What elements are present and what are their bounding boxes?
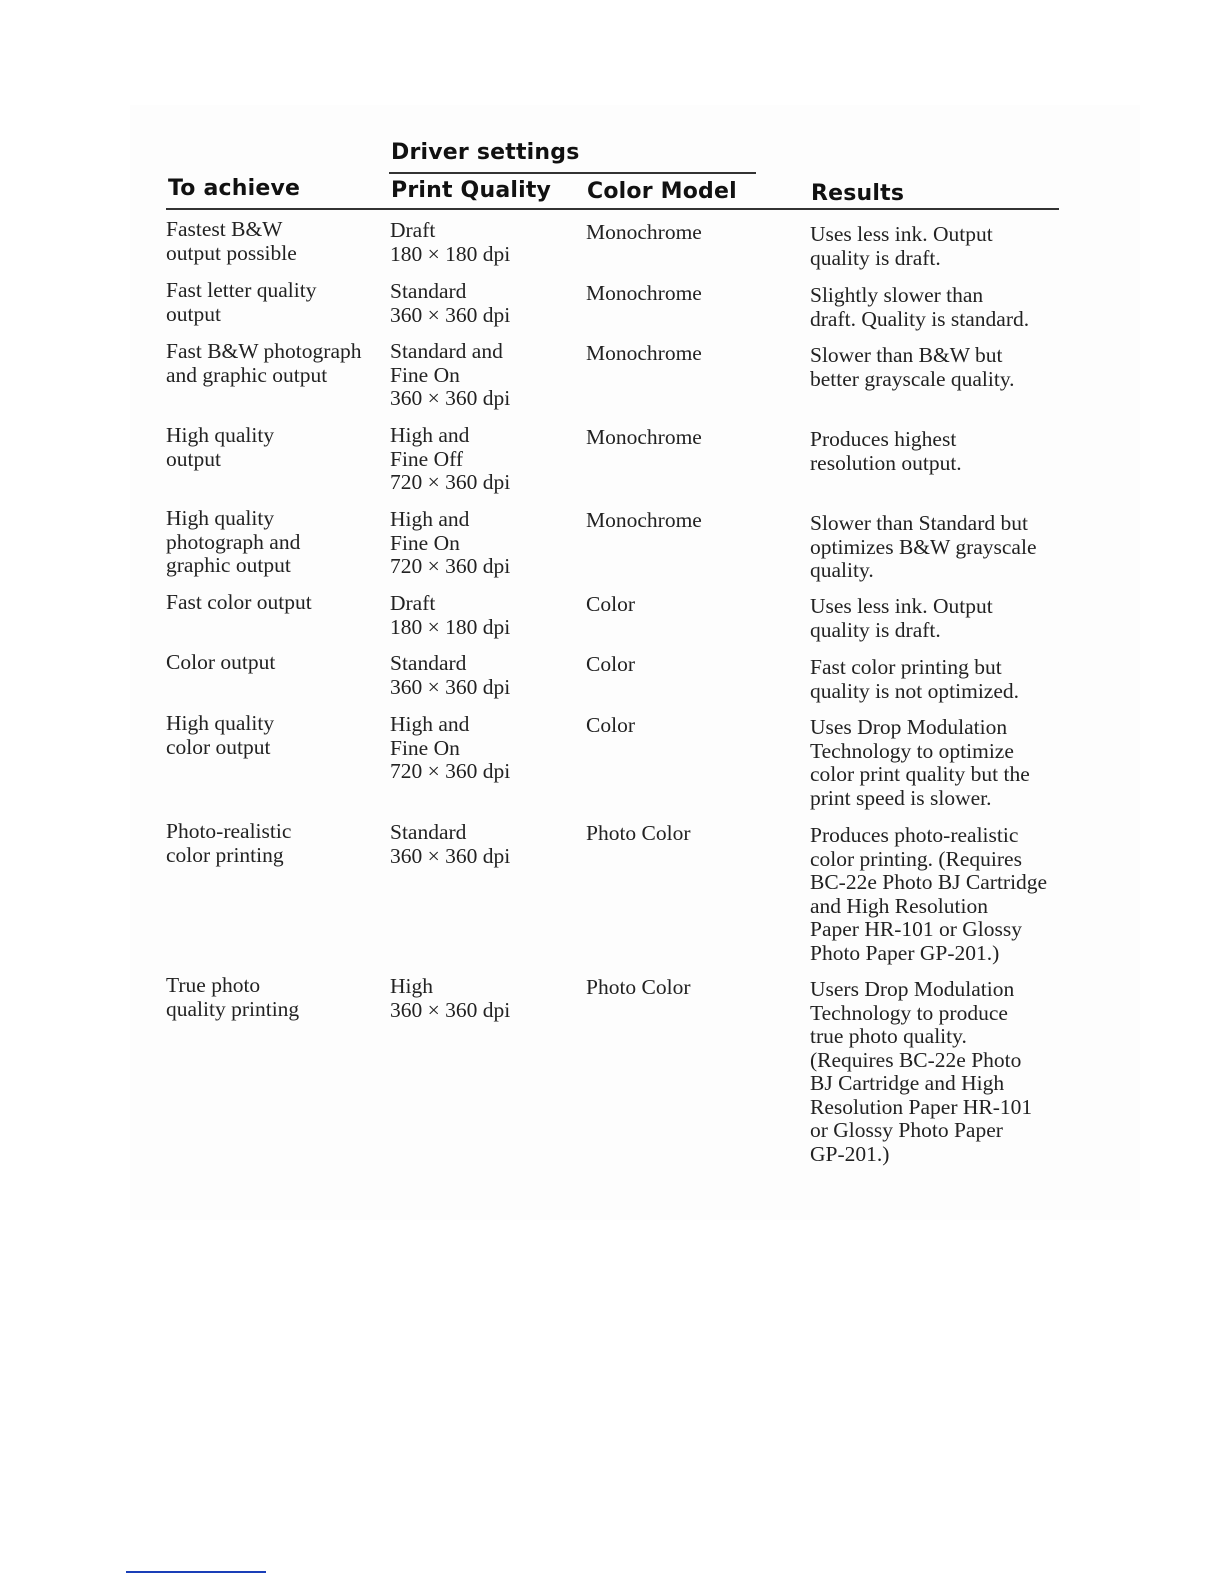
row-4-results: Produces highest resolution output. [810,427,962,475]
column-header-color-model: Color Model [587,179,737,204]
row-10-to-achieve: True photo quality printing [166,973,300,1021]
row-7-print-quality: Standard 360 × 360 dpi [390,651,511,699]
row-6-to-achieve: Fast color output [166,590,312,614]
row-10-results: Users Drop Modulation Technology to produce true photo quality. (Requires BC-22e Photo BJ Cartridge and High Resolution Paper HR-101 or Glossy Photo Paper GP-201.) [810,977,1033,1166]
row-10-print-quality: High 360 × 360 dpi [390,974,511,1022]
driver-settings-header: Driver settings [391,140,580,165]
row-4-to-achieve: High quality output [166,423,275,471]
row-8-print-quality: High and Fine On 720 × 360 dpi [390,712,511,783]
row-9-color-model: Photo Color [586,821,691,845]
row-8-color-model: Color [586,713,635,737]
row-2-print-quality: Standard 360 × 360 dpi [390,279,511,327]
row-7-to-achieve: Color output [166,650,276,674]
row-5-color-model: Monochrome [586,508,702,532]
row-8-to-achieve: High quality color output [166,711,275,759]
column-header-to-achieve: To achieve [168,176,301,201]
row-4-color-model: Monochrome [586,425,702,449]
row-3-print-quality: Standard and Fine On 360 × 360 dpi [390,339,511,410]
row-3-color-model: Monochrome [586,341,702,365]
row-5-to-achieve: High quality photograph and graphic output [166,506,301,577]
row-1-results: Uses less ink. Output quality is draft. [810,222,993,270]
row-10-color-model: Photo Color [586,975,691,999]
row-7-results: Fast color printing but quality is not optimized. [810,655,1020,703]
row-2-color-model: Monochrome [586,281,702,305]
row-3-to-achieve: Fast B&W photograph and graphic output [166,339,362,387]
row-1-print-quality: Draft 180 × 180 dpi [390,218,511,266]
row-3-results: Slower than B&W but better grayscale quality. [810,343,1015,391]
footer-link-underline[interactable] [126,1571,266,1573]
row-2-results: Slightly slower than draft. Quality is standard. [810,283,1030,331]
driver-settings-rule [389,172,756,174]
row-9-print-quality: Standard 360 × 360 dpi [390,820,511,868]
row-9-results: Produces photo-realistic color printing. (Requires BC-22e Photo BJ Cartridge and High Resolution Paper HR-101 or Glossy Photo Paper GP-201.) [810,823,1048,965]
row-5-results: Slower than Standard but optimizes B&W grayscale quality. [810,511,1037,582]
row-1-color-model: Monochrome [586,220,702,244]
row-6-color-model: Color [586,592,635,616]
column-header-results: Results [811,181,905,206]
column-header-print-quality: Print Quality [391,178,552,203]
row-1-to-achieve: Fastest B&W output possible [166,217,297,265]
row-7-color-model: Color [586,652,635,676]
row-2-to-achieve: Fast letter quality output [166,278,317,326]
row-6-results: Uses less ink. Output quality is draft. [810,594,993,642]
row-6-print-quality: Draft 180 × 180 dpi [390,591,511,639]
row-9-to-achieve: Photo-realistic color printing [166,819,292,867]
row-4-print-quality: High and Fine Off 720 × 360 dpi [390,423,511,494]
header-rule [166,208,1059,210]
row-5-print-quality: High and Fine On 720 × 360 dpi [390,507,511,578]
row-8-results: Uses Drop Modulation Technology to optimize color print quality but the print speed is slower. [810,715,1030,810]
